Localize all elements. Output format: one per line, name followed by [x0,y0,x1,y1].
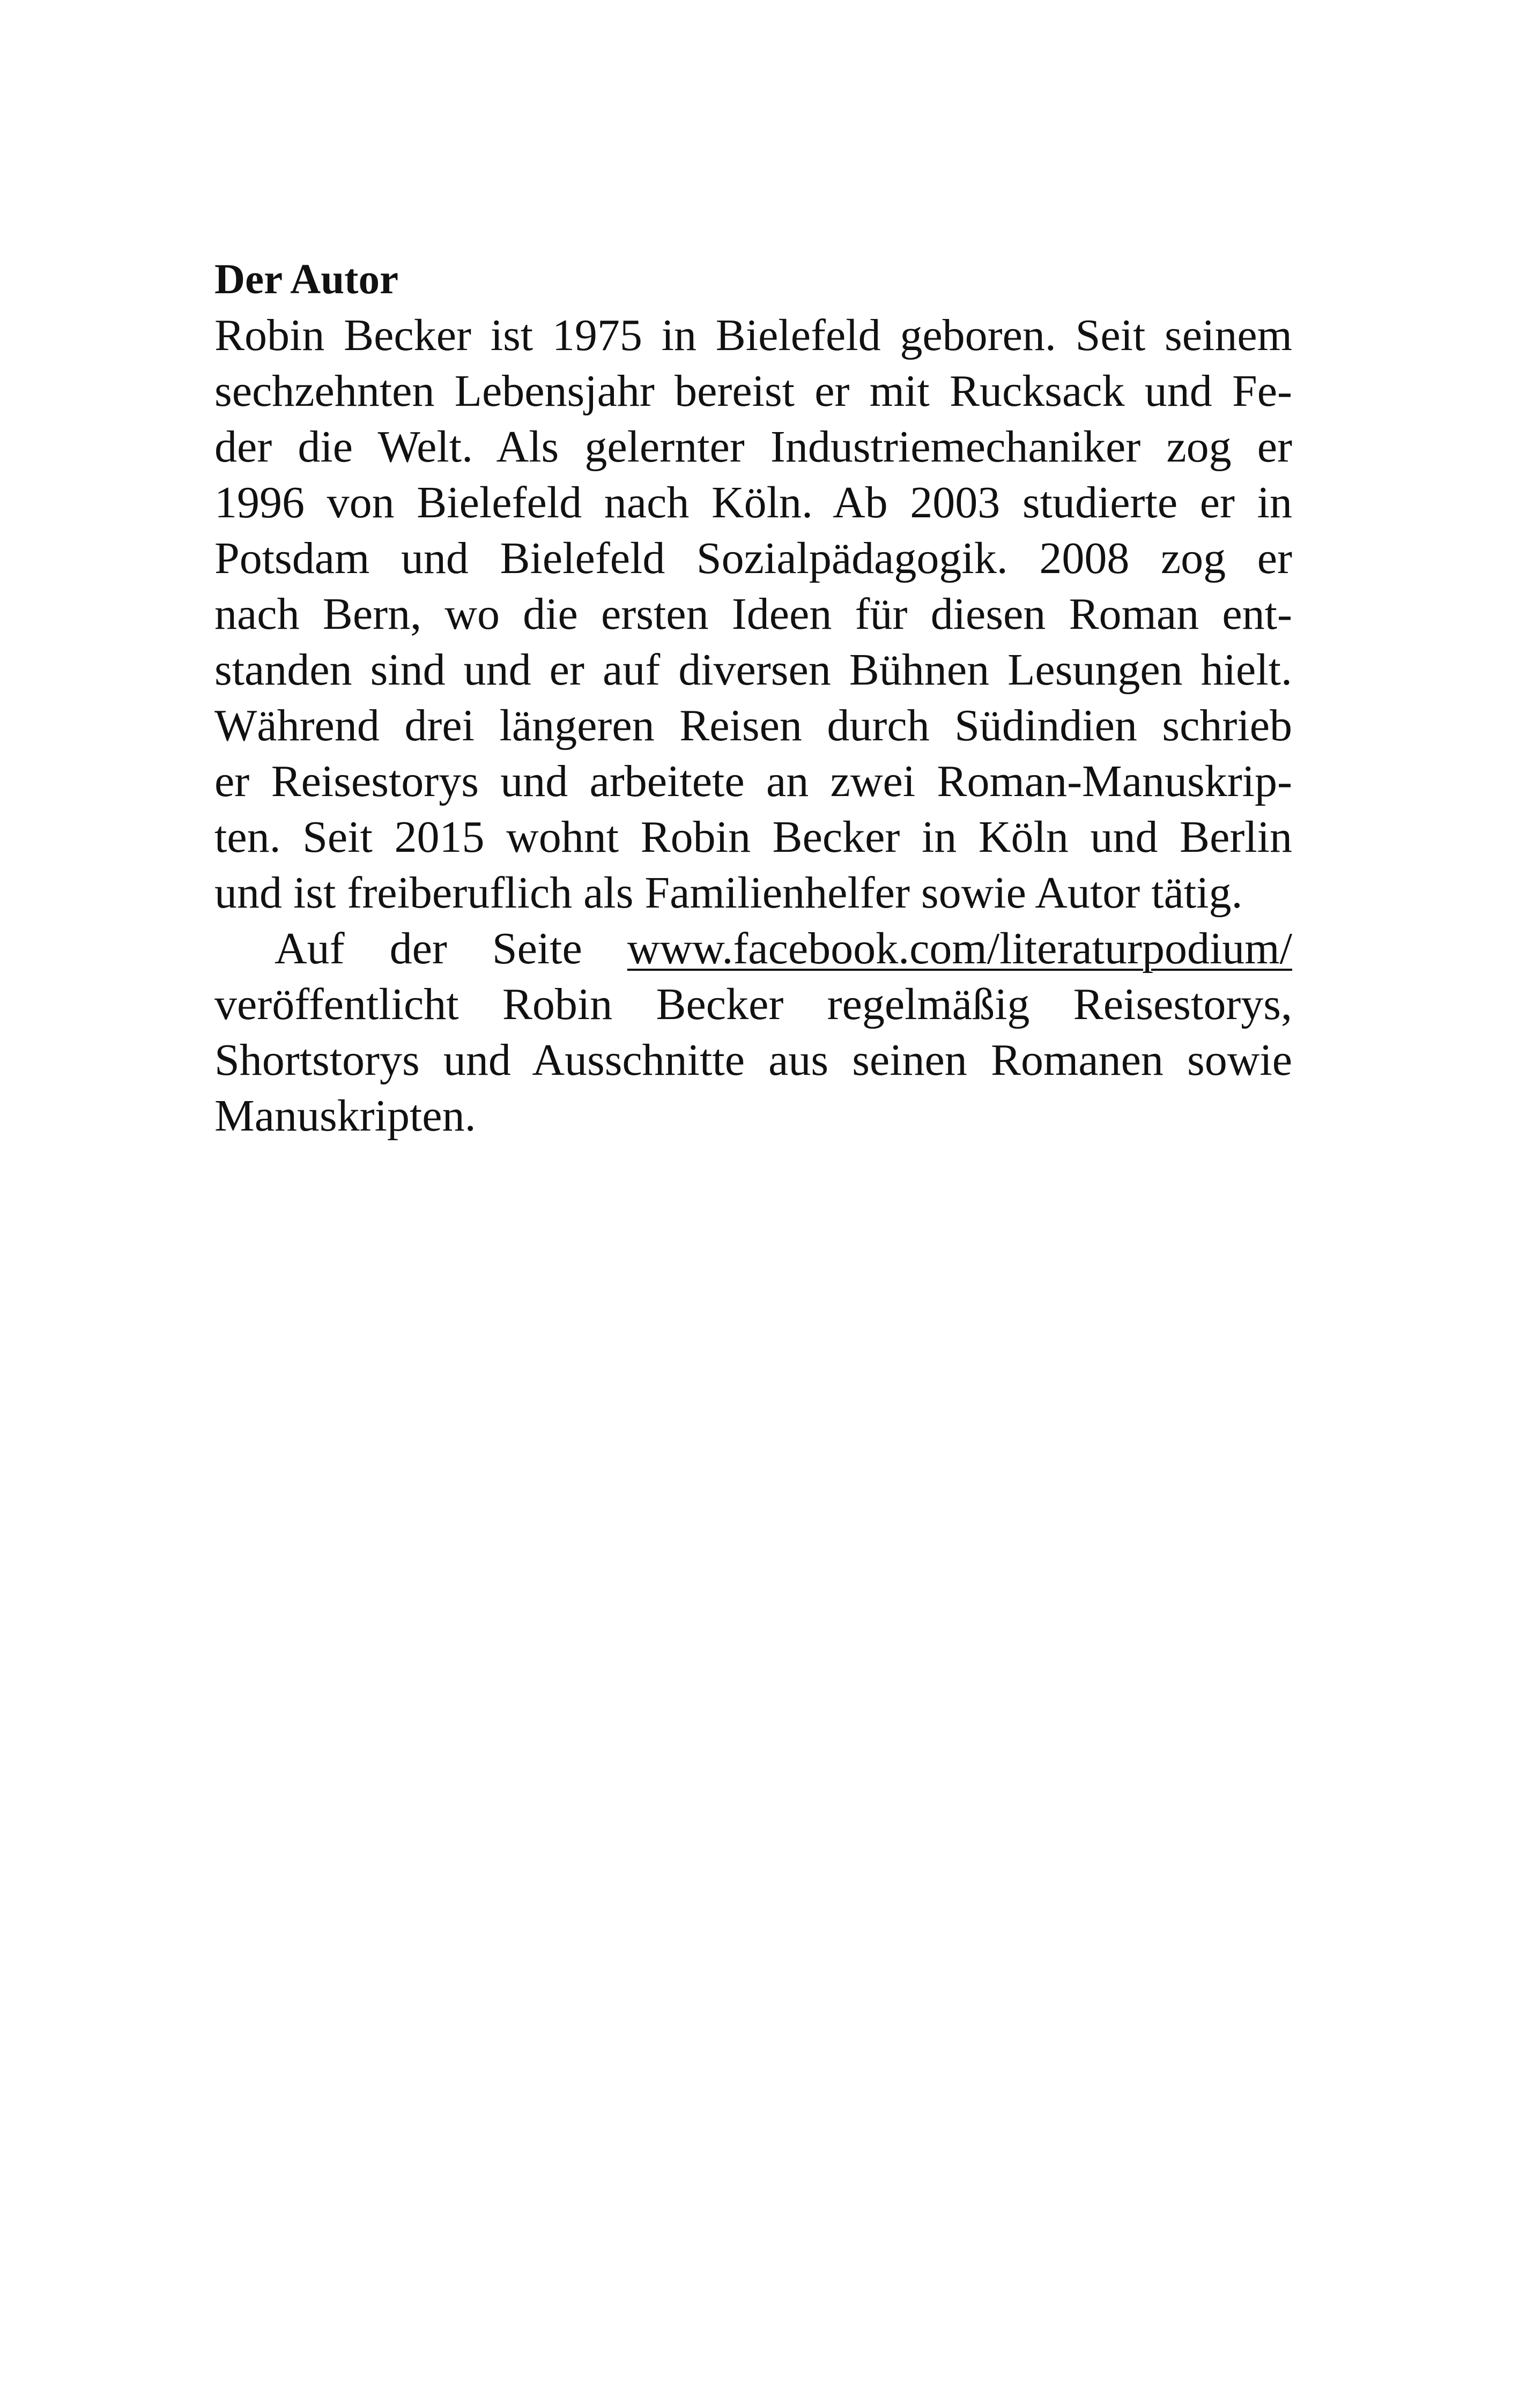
text-line: Potsdam und Bielefeld Sozialpädagogik. 2008 zog er [214,533,1292,583]
text-line: Shortstorys und Ausschnitte aus seinen Romanen sowie [214,1035,1292,1085]
facebook-link[interactable]: www.facebook.com/literaturpodium/ [627,924,1292,973]
text-line: er Reisestorys und arbeitete an zwei Roman-Manuskrip- [214,756,1292,806]
website-paragraph [214,921,1292,1144]
section-heading: Der Autor [214,256,399,303]
author-bio [214,252,1292,1144]
text-line: standen sind und er auf diversen Bühnen Lesungen hielt. [214,645,1292,695]
text-line: Während drei längeren Reisen durch Südindien schrieb [214,701,1292,750]
text-line: sechzehnten Lebensjahr bereist er mit Rucksack und Fe- [214,366,1292,416]
link-prefix: Auf der Seite [275,924,627,973]
text-line: ten. Seit 2015 wohnt Robin Becker in Köln und Berlin [214,812,1292,862]
text-line: 1996 von Bielefeld nach Köln. Ab 2003 studierte er in [214,478,1292,527]
text-line: Manuskripten. [214,1091,476,1141]
bio-paragraph [214,308,1292,921]
text-line: der die Welt. Als gelernter Industriemechaniker zog er [214,422,1292,472]
text-line: nach Bern, wo die ersten Ideen für diesen Roman ent- [214,589,1292,639]
text-line-with-link [214,921,1292,977]
text-line: Robin Becker ist 1975 in Bielefeld geboren. Seit seinem [214,310,1292,360]
text-line: und ist freiberuflich als Familienhelfer sowie Autor tätig. [214,868,1243,918]
text-line: veröffentlicht Robin Becker regelmäßig Reisestorys, [214,979,1292,1029]
